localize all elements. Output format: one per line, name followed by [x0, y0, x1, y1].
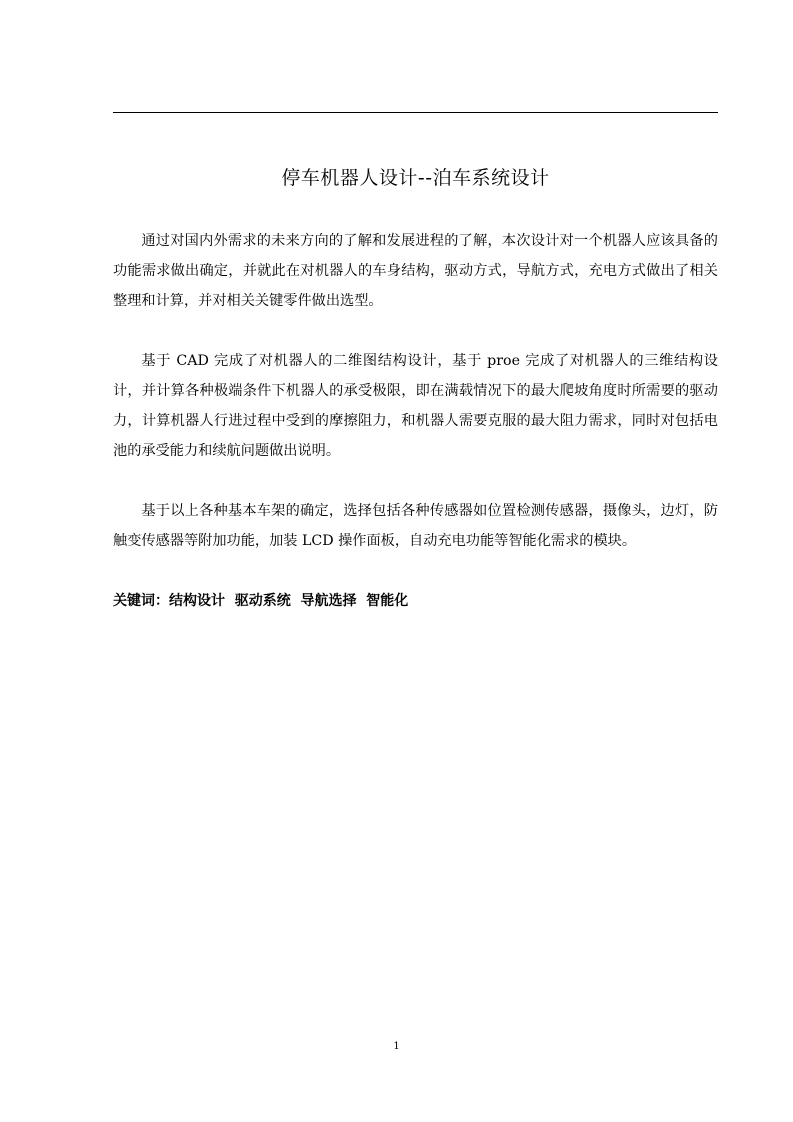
- abstract-paragraph-3: 基于以上各种基本车架的确定，选择包括各种传感器如位置检测传感器，摄像头，边灯，防触变传感器等附加功能，加装 LCD 操作面板，自动充电功能等智能化需求的模块。: [113, 503, 718, 549]
- keywords-list: 结构设计 驱动系统 导航选择 智能化: [169, 593, 409, 609]
- document-title: 停车机器人设计--泊车系统设计: [281, 167, 550, 189]
- abstract-paragraph-1: 通过对国内外需求的未来方向的了解和发展进程的了解，本次设计对一个机器人应该具备的功能需求做出确定，并就此在对机器人的车身结构，驱动方式，导航方式，充电方式做出了相关整理和计算，并对相关关键零件做出选型。: [113, 233, 718, 309]
- abstract-paragraph-2: 基于 CAD 完成了对机器人的二维图结构设计，基于 proe 完成了对机器人的三维结构设计，并计算各种极端条件下机器人的承受极限，即在满载情况下的最大爬坡角度时所需要的驱动力，计算机器人行进过程中受到的摩擦阻力，和机器人需要克服的最大阻力需求，同时对包括电池的承受能力和续航问题做出说明。: [113, 353, 718, 459]
- abstract-body: [113, 226, 718, 616]
- header-rule: [113, 112, 718, 113]
- page-number: 1: [393, 1041, 400, 1052]
- keywords-label: 关键词：: [113, 593, 169, 609]
- keywords-line: [113, 586, 718, 616]
